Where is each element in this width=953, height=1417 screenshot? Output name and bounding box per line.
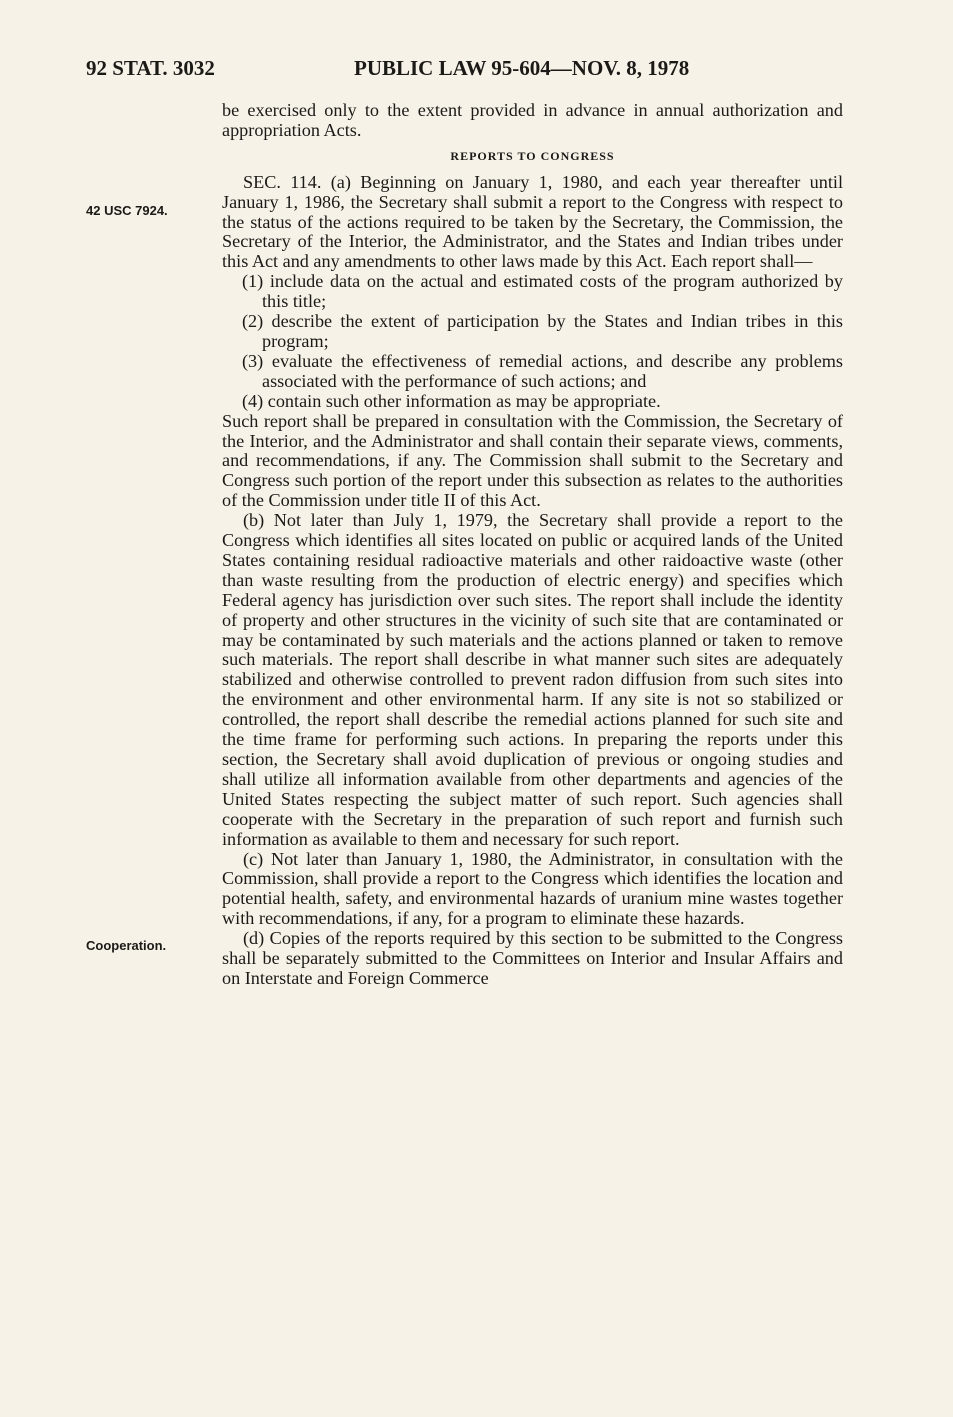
section-114-d: (d) Copies of the reports required by this section to be submitted to the Congress shall be separately submitted to the Committees on Interior and Insular Affairs and on Interstate and Foreign Commerce [222,928,843,988]
section-114-a: SEC. 114. (a) Beginning on January 1, 1980, and each year thereafter until January 1, 1986, the Secretary shall submit a report to the Congress with respect to the status of the actions required to be taken by the Secretary, the Commission, the Secretary of the Interior, the Administrator, and the States and Indian tribes under this Act and any amendments to other laws made by this Act. Each report shall— [222,171,843,272]
section-heading: REPORTS TO CONGRESS [450,148,615,163]
paragraph-continuation: be exercised only to the extent provided in advance in annual authorization and appropriation Acts. [222,100,843,140]
list-item-2: (2) describe the extent of participation by the States and Indian tribes in this program; [242,311,843,351]
list-item-1: (1) include data on the actual and estimated costs of the program authorized by this title; [242,271,843,312]
section-114-c: (c) Not later than January 1, 1980, the Administrator, in consultation with the Commission, shall provide a report to the Congress which identifies the location and potential health, safety, and environmental hazards of uranium mine wastes together with recommendations, if any, for a program to eliminate these hazards. [222,848,843,929]
stat-number: 92 STAT. 3032 [86,56,215,80]
list-item-4: (4) contain such other information as may be appropriate. [242,390,661,411]
list-item-3: (3) evaluate the effectiveness of remedial actions, and describe any problems associated with the performance of such actions; and [242,350,843,391]
margin-note-usc: 42 USC 7924. [86,203,168,218]
public-law-title: PUBLIC LAW 95-604—NOV. 8, 1978 [354,56,690,80]
margin-note-cooperation: Cooperation. [86,938,167,953]
body-text [222,101,843,989]
section-114-b: (b) Not later than July 1, 1979, the Secretary shall provide a report to the Congress which identifies all sites located on public or acquired lands of the United States containing residual radioactive materials and other raidoactive waste (other than waste resulting from the production of electric energy) and specifies which Federal agency has jurisdiction over such sites. The report shall include the identity of property and other structures in the vicinity of such site that are contaminated or may be contaminated by such materials and the actions planned or taken to remove such materials. The report shall describe in what manner such sites are adequately stabilized and otherwise controlled to prevent radon diffusion from such sites into the environment and other environmental harm. If any site is not so stabilized or controlled, the report shall describe the remedial actions planned for such site and the time frame for performing such actions. In preparing the reports under this section, the Secretary shall avoid duplication of previous or ongoing studies and shall utilize all information available from other departments and agencies of the United States respecting the subject matter of such report. Such agencies shall cooperate with the Secretary in the preparation of such report and furnish such information as available to them and necessary for such report. [222,510,843,849]
paragraph-such-report: Such report shall be prepared in consultation with the Commission, the Secretary of the Interior, and the Administrator and shall contain their separate views, comments, and recommendations, if any. The Commission shall submit to the Secretary and Congress such portion of the report under this subsection as relates to the authorities of the Commission under title II of this Act. [222,410,843,511]
page-header [86,56,893,82]
